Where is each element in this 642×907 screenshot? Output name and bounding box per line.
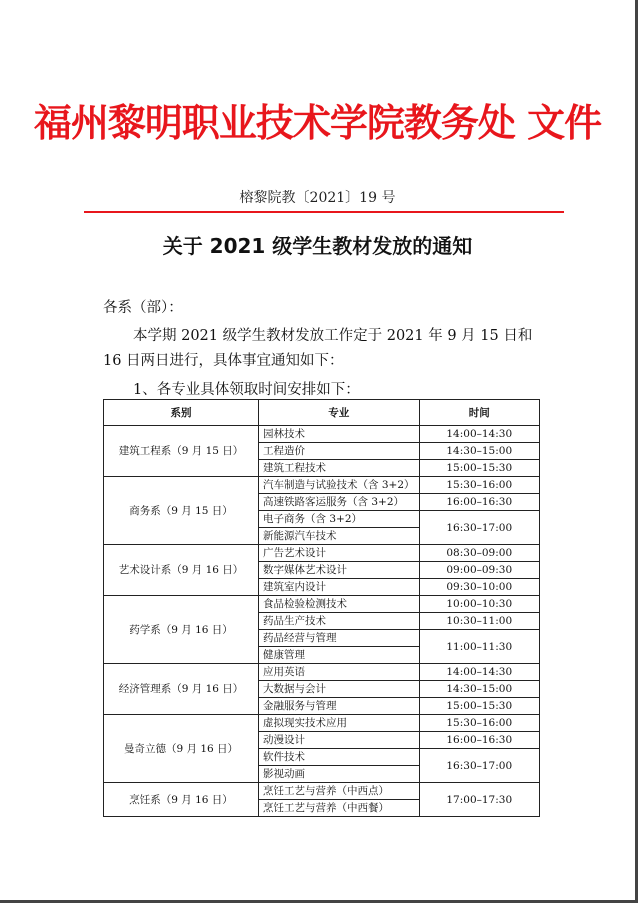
table-body (104, 426, 540, 817)
dept-cell: 经济管理系（9 月 16 日） (104, 664, 259, 715)
dept-cell: 商务系（9 月 15 日） (104, 477, 259, 545)
major-cell: 金融服务与管理 (259, 698, 420, 715)
time-cell: 14:00–14:30 (419, 426, 540, 443)
major-cell: 数字媒体艺术设计 (259, 562, 420, 579)
major-cell: 虚拟现实技术应用 (259, 715, 420, 732)
issuer-header-title: 福州黎明职业技术学院教务处 文件 (33, 101, 602, 145)
time-cell: 11:00–11:30 (419, 630, 540, 664)
major-cell: 药品生产技术 (259, 613, 420, 630)
time-cell: 15:30–16:00 (419, 477, 540, 494)
table-row (104, 664, 540, 681)
salutation: 各系（部）： (103, 300, 183, 316)
time-cell: 17:00–17:30 (419, 783, 540, 817)
dept-cell: 艺术设计系（9 月 16 日） (104, 545, 259, 596)
time-cell: 15:00–15:30 (419, 698, 540, 715)
table-row (104, 783, 540, 800)
major-cell: 食品检验检测技术 (259, 596, 420, 613)
major-cell: 药品经营与管理 (259, 630, 420, 647)
table-row (104, 545, 540, 562)
table-row (104, 477, 540, 494)
item-1-heading: 1、各专业具体领取时间安排如下： (133, 382, 360, 398)
time-cell: 15:00–15:30 (419, 460, 540, 477)
major-cell: 新能源汽车技术 (259, 528, 420, 545)
major-cell: 影视动画 (259, 766, 420, 783)
major-cell: 大数据与会计 (259, 681, 420, 698)
table-row (104, 596, 540, 613)
time-cell: 14:00–14:30 (419, 664, 540, 681)
time-cell: 14:30–15:00 (419, 443, 540, 460)
major-cell: 健康管理 (259, 647, 420, 664)
major-cell: 广告艺术设计 (259, 545, 420, 562)
header-dept: 系别 (104, 400, 259, 426)
major-cell: 园林技术 (259, 426, 420, 443)
header-time: 时间 (419, 400, 540, 426)
time-cell: 16:30–17:00 (419, 749, 540, 783)
dept-cell: 建筑工程系（9 月 15 日） (104, 426, 259, 477)
table-row (104, 715, 540, 732)
major-cell: 工程造价 (259, 443, 420, 460)
notice-title: 关于 2021 级学生教材发放的通知 (162, 234, 473, 258)
major-cell: 建筑室内设计 (259, 579, 420, 596)
time-cell: 09:00–09:30 (419, 562, 540, 579)
major-cell: 汽车制造与试验技术（含 3+2） (259, 477, 420, 494)
major-cell: 高速铁路客运服务（含 3+2） (259, 494, 420, 511)
major-cell: 应用英语 (259, 664, 420, 681)
table-header-row (104, 400, 540, 426)
distribution-schedule-table (103, 399, 540, 817)
time-cell: 08:30–09:00 (419, 545, 540, 562)
dept-cell: 烹饪系（9 月 16 日） (104, 783, 259, 817)
major-cell: 动漫设计 (259, 732, 420, 749)
table-row (104, 426, 540, 443)
dept-cell: 曼奇立德（9 月 16 日） (104, 715, 259, 783)
dept-cell: 药学系（9 月 16 日） (104, 596, 259, 664)
header-major: 专业 (259, 400, 420, 426)
major-cell: 烹饪工艺与营养（中西餐） (259, 800, 420, 817)
red-divider-rule (84, 211, 564, 213)
intro-paragraph: 本学期 2021 级学生教材发放工作定于 2021 年 9 月 15 日和 16 日两日进行，具体事宜通知如下： (103, 328, 533, 369)
major-cell: 烹饪工艺与营养（中西点） (259, 783, 420, 800)
time-cell: 16:00–16:30 (419, 494, 540, 511)
time-cell: 09:30–10:00 (419, 579, 540, 596)
document-number: 榕黎院教〔2021〕19 号 (239, 190, 396, 206)
time-cell: 14:30–15:00 (419, 681, 540, 698)
time-cell: 16:30–17:00 (419, 511, 540, 545)
major-cell: 建筑工程技术 (259, 460, 420, 477)
time-cell: 10:00–10:30 (419, 596, 540, 613)
time-cell: 10:30–11:00 (419, 613, 540, 630)
major-cell: 电子商务（含 3+2） (259, 511, 420, 528)
time-cell: 15:30–16:00 (419, 715, 540, 732)
time-cell: 16:00–16:30 (419, 732, 540, 749)
major-cell: 软件技术 (259, 749, 420, 766)
